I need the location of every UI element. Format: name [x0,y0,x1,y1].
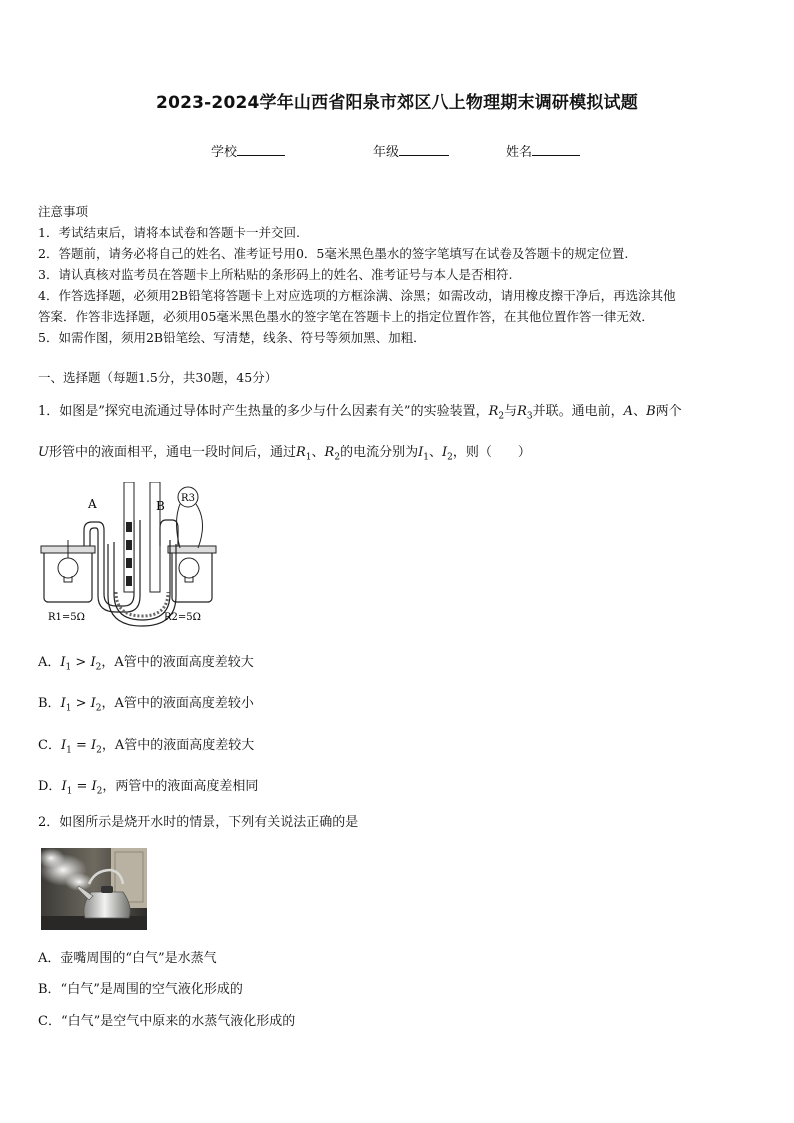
q1-text: 1．如图是”探究电流通过导体时产生热量的多少与什么因素有关”的实验装置， [38,404,489,419]
option-text: ，A管中的液面高度差较小 [101,696,254,711]
q1-text: 、 [633,404,647,419]
sub: 1 [65,703,72,714]
q1-var-R2: R [488,404,499,419]
q1-var-U: U [38,445,49,460]
notice-item: 答案．作答非选择题，必须用05毫米黑色墨水的签字笔在答题卡上的指定位置作答，在其他位置作答一律无效． [38,309,654,324]
notice-item: 3．请认真核对监考员在答题卡上所粘贴的条形码上的姓名、准考证号与本人是否相符. [38,267,513,282]
notice-heading: 注意事项 [38,204,89,219]
q1-var-R1: R [295,445,306,460]
grade-blank [399,142,449,156]
sub: 2 [95,662,102,673]
var-I: I [90,696,96,711]
kettle-photo [41,848,147,930]
page-title: 2023-2024学年山西省阳泉市郊区八上物理期末调研模拟试题 [156,93,638,113]
r1-label: R1=5Ω [48,612,85,623]
sub: 1 [65,662,72,673]
var-I: I [90,655,96,670]
q1-text: 、 [428,445,442,460]
right-bottle [172,548,212,602]
notice-item: 5．如需作图，须用2B铅笔绘、写清楚，线条、符号等须加黑、加粗． [38,330,426,345]
option-text: ，A管中的液面高度差较大 [101,738,255,753]
name-field [506,141,580,160]
q2-stem: 2．如图所示是烧开水时的情景，下列有关说法正确的是 [38,815,359,830]
q1-option-b[interactable] [38,692,254,714]
relation: = [75,738,87,753]
right-lid [168,546,216,553]
q1-sub: 2 [334,452,341,463]
q1-text: 的电流分别为 [340,445,419,460]
var-I: I [91,738,97,753]
q1-text: 、 [311,445,325,460]
notice-item: 4．作答选择题，必须用2B铅笔将答题卡上对应选项的方框涂满、涂黑；如需改动，请用橡皮擦干净后，再选涂其他 [38,288,676,303]
q1-text: 并联。通电前， [532,404,624,419]
r3-label: R3 [181,493,195,504]
q1-stem-line1 [38,400,682,422]
q1-var-R3: R [517,404,527,419]
q1-text: 与 [504,404,518,419]
notice-item: 1．考试结束后，请将本试卷和答题卡一并交回. [38,225,300,240]
q1-var-I1: I [418,445,424,460]
q1-text: 两个 [655,404,682,419]
var-I: I [60,655,66,670]
grade-label: 年级 [373,145,400,160]
q2-option-c[interactable]: C．“白气”是空气中原来的水蒸气液化形成的 [38,1014,296,1029]
name-blank [532,142,580,156]
q1-stem-line2 [38,441,531,463]
q1-option-a[interactable] [38,651,254,673]
q2-option-a[interactable]: A．壶嘴周围的“白气”是水蒸气 [38,951,217,966]
q1-var-I2: I [441,445,448,460]
q1-apparatus-figure [38,482,228,627]
var-I: I [60,696,66,711]
option-text: ，A管中的液面高度差较大 [101,655,254,670]
q1-var-R2: R [324,445,335,460]
var-I: I [60,738,67,753]
var-I: I [61,779,67,794]
q1-sub: 1 [305,452,312,463]
u-tube-left-arm [124,482,134,592]
q1-sub: 3 [526,411,533,422]
notice-item: 2．答题前，请务必将自己的姓名、准考证号用0．5毫米黑色墨水的签字笔填写在试卷及答题卡的规定位置. [38,246,629,261]
r2-label: R2=5Ω [164,612,201,623]
option-letter: C． [38,738,61,753]
option-text: ，两管中的液面高度差相同 [102,779,259,794]
q1-text: 形管中的液面相平，通电一段时间后，通过 [48,445,296,460]
tube-label-a: A [88,497,97,511]
tube-label-b: B [156,499,165,513]
name-label: 姓名 [506,145,533,160]
sub: 1 [66,786,73,797]
school-label: 学校 [211,145,238,160]
school-blank [237,142,285,156]
q1-option-d[interactable] [38,775,258,797]
q1-var-A: A [623,404,634,419]
option-letter: A． [38,655,61,670]
sub: 1 [66,745,72,756]
sub: 2 [96,786,103,797]
school-field [211,141,285,160]
q1-sub: 2 [447,452,453,463]
q1-text: ，则（ ） [452,445,531,460]
sub: 2 [95,703,102,714]
q1-sub: 1 [423,452,429,463]
section-heading: 一、选择题（每题1.5分，共30题，45分） [38,370,278,385]
notice-block [38,201,676,348]
relation: > [75,655,87,670]
q1-sub: 2 [498,411,505,422]
option-letter: D． [38,779,62,794]
var-I: I [91,779,97,794]
grade-field [373,141,449,160]
q1-var-B: B [646,404,656,419]
relation: = [76,779,88,794]
q2-option-b[interactable]: B．“白气”是周围的空气液化形成的 [38,982,243,997]
relation: > [75,696,87,711]
sub: 2 [96,745,102,756]
q1-option-c[interactable] [38,734,254,756]
option-letter: B． [38,696,61,711]
